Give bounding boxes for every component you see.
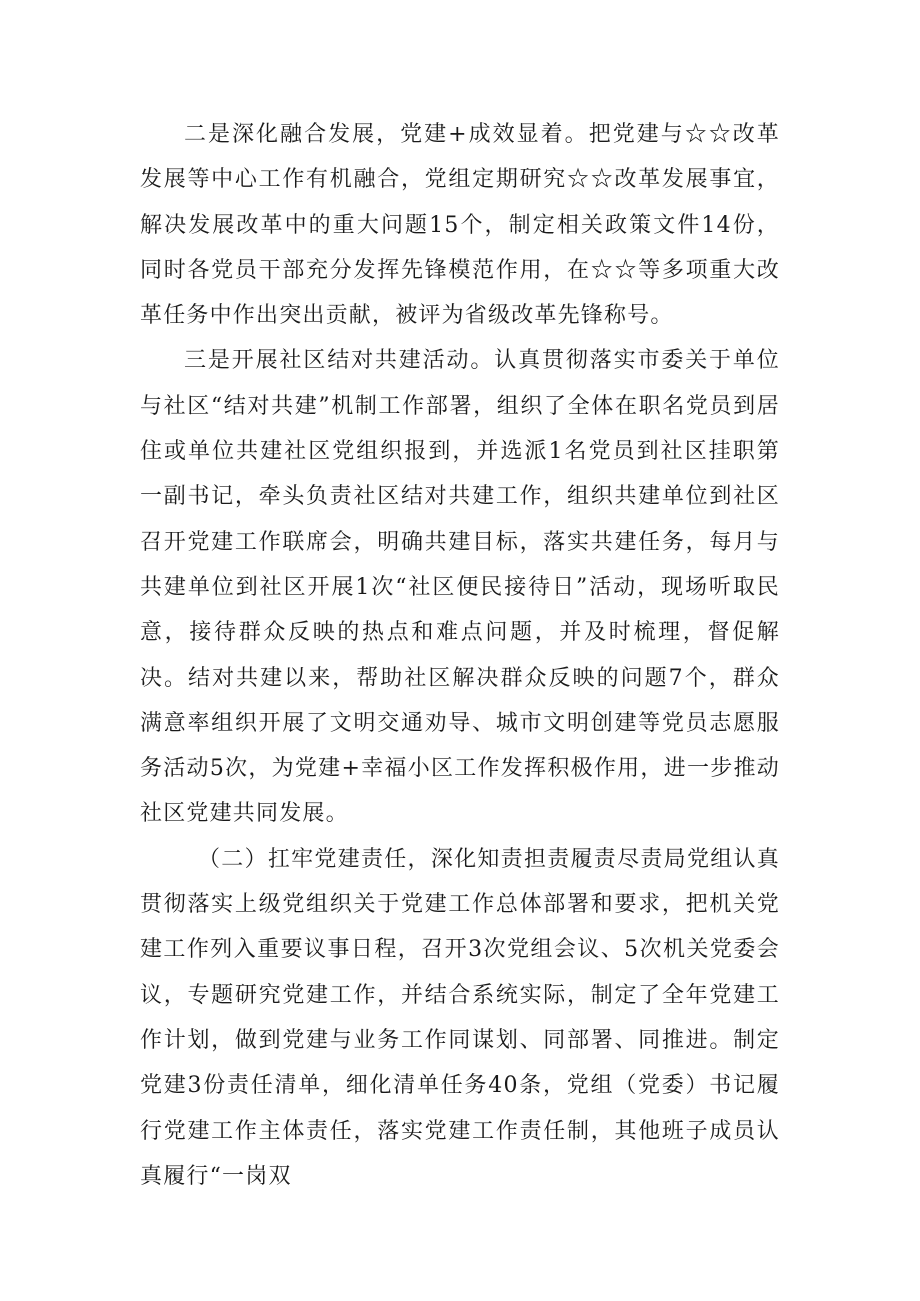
paragraph-deepen-integration: 二是深化融合发展，党建+成效显着。把党建与☆☆改革发展等中心工作有机融合，党组定期研究☆☆改革发展事宜，解决发展改革中的重大问题15个，制定相关政策文件14份，同时各党员干部充分发挥先锋模范作用，在☆☆等多项重大改革任务中作出突出贡献，被评为省级改革先锋称号。 bbox=[140, 122, 780, 329]
paragraph-community-co-building: 三是开展社区结对共建活动。认真贯彻落实市委关于单位与社区“结对共建”机制工作部署，组织了全体在职名党员到居住或单位共建社区党组织报到，并选派1名党员到社区挂职第一副书记，牵头负责社区结对共建工作，组织共建单位到社区召开党建工作联席会，明确共建目标，落实共建任务，每月与共建单位到社区开展1次“社区便民接待日”活动，现场听取民意，接待群众反映的热点和难点问题，并及时梳理，督促解决。结对共建以来，帮助社区解决群众反映的问题7个，群众满意率组织开展了文明交通劝导、城市文明创建等党员志愿服务活动5次，为党建+幸福小区工作发挥积极作用，进一步推动社区党建共同发展。 bbox=[140, 348, 780, 827]
paragraph-party-responsibility: （二）扛牢党建责任，深化知责担责履责尽责局党组认真贯彻落实上级党组织关于党建工作总体部署和要求，把机关党建工作列入重要议事日程，召开3次党组会议、5次机关党委会议，专题研究党建工作，并结合系统实际，制定了全年党建工作计划，做到党建与业务工作同谋划、同部署、同推进。制定党建3份责任清单，细化清单任务40条，党组（党委）书记履行党建工作主体责任，落实党建工作责任制，其他班子成员认真履行“一岗双 bbox=[140, 846, 780, 1189]
document-body bbox=[140, 112, 780, 1199]
